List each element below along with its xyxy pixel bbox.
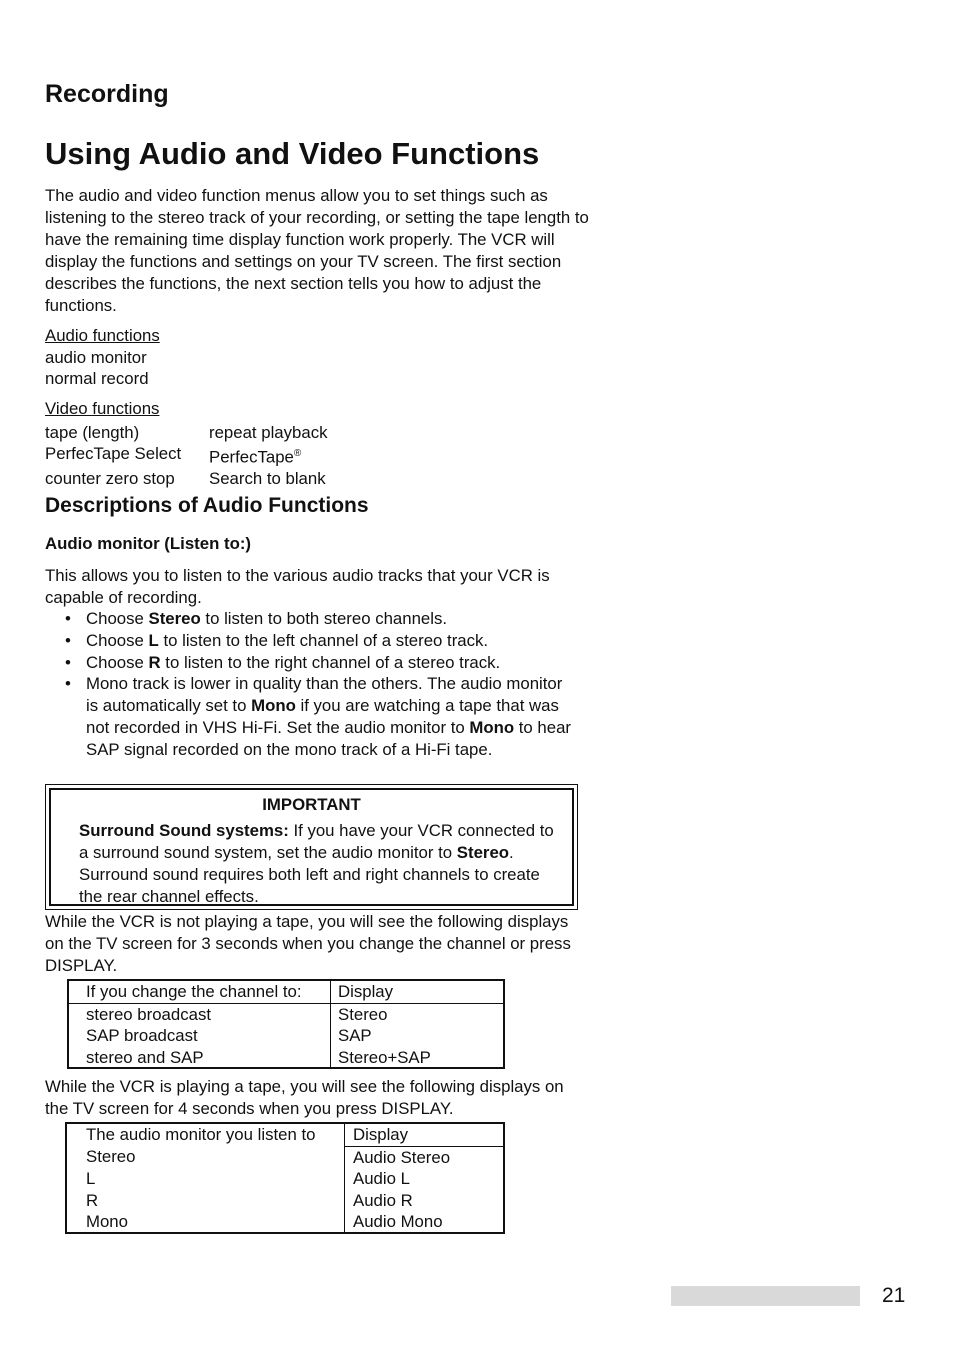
page-number: 21 xyxy=(882,1284,906,1307)
table-cell: Audio R xyxy=(353,1190,413,1210)
audio-function-item: audio monitor xyxy=(45,347,147,367)
bullet-glyph: • xyxy=(65,652,71,672)
playing-paragraph: While the VCR is playing a tape, you will see the following displays on the TV screen for 4 seconds when you press DISPLAY. xyxy=(45,1077,564,1118)
table-cell: SAP xyxy=(338,1026,372,1045)
audio-functions-heading: Audio functions xyxy=(45,326,160,345)
important-body: Surround Sound systems: If you have your VCR connected to a surround sound system, set the audio monitor to Stereo. Surround sound requires both left and right channels to create the rear channel effects. xyxy=(79,821,554,906)
not-playing-paragraph: While the VCR is not playing a tape, you will see the following displays on the TV screen for 3 seconds when you change the channel or press DISPLAY. xyxy=(45,912,571,975)
bullet-glyph: • xyxy=(65,609,71,628)
list-item: • Choose Stereo to listen to both stereo channels. xyxy=(65,609,448,628)
table-cell: Stereo xyxy=(338,1004,388,1024)
audio-functions-list xyxy=(45,325,160,390)
table-header-cell: Display xyxy=(345,1124,504,1146)
table-header-cell: If you change the channel to: xyxy=(69,981,331,1003)
video-function-item: tape (length) xyxy=(45,422,140,442)
audio-monitor-subheading: Audio monitor (Listen to:) xyxy=(45,534,251,553)
video-function-item: repeat playback xyxy=(209,422,328,442)
table-cell: Mono xyxy=(67,1211,345,1233)
table-cell: stereo and SAP xyxy=(69,1047,331,1069)
important-title: IMPORTANT xyxy=(262,795,361,814)
table-cell: Stereo xyxy=(67,1146,345,1168)
table-cell: R xyxy=(67,1190,345,1212)
video-functions-row xyxy=(45,468,327,490)
video-function-item: PerfecTape Select xyxy=(45,444,182,463)
monitor-display-table xyxy=(65,1122,505,1234)
video-functions-row xyxy=(45,422,327,444)
table-cell: L xyxy=(67,1168,345,1190)
table-header-row xyxy=(67,1124,503,1146)
intro-paragraph: The audio and video function menus allow you to set things such as listening to the stereo track of your recording, or setting the tape length to have the remaining time display function work properly. The VCR will display the functions and settings on your TV screen. The first section describes the functions, the next section tells you how to adjust the functions. xyxy=(45,186,589,315)
video-functions-list xyxy=(45,398,327,490)
table-row xyxy=(67,1146,503,1168)
registered-mark: ® xyxy=(293,448,302,459)
table-cell: Audio Mono xyxy=(353,1212,443,1231)
audio-monitor-intro: This allows you to listen to the various audio tracks that your VCR is capable of recording. xyxy=(45,566,550,607)
table-row xyxy=(67,1168,503,1190)
bullet-glyph: • xyxy=(65,630,71,650)
video-function-item: counter zero stop xyxy=(45,469,175,489)
list-item: • Choose R to listen to the right channel of a stereo track. xyxy=(65,652,501,672)
table-header-row xyxy=(69,981,503,1003)
list-item: • Choose L to listen to the left channel of a stereo track. xyxy=(65,630,489,650)
page-number-bar xyxy=(671,1286,860,1306)
descriptions-heading: Descriptions of Audio Functions xyxy=(45,494,369,517)
table-cell: Audio L xyxy=(353,1169,410,1188)
table-row xyxy=(69,1025,503,1047)
important-box xyxy=(45,784,578,910)
table-cell: SAP broadcast xyxy=(69,1025,331,1047)
table-cell: Stereo+SAP xyxy=(338,1047,431,1067)
table-row xyxy=(67,1190,503,1212)
video-functions-heading: Video functions xyxy=(45,399,160,418)
important-box-inner xyxy=(49,788,574,906)
page-title: Using Audio and Video Functions xyxy=(45,136,540,171)
table-header-cell: The audio monitor you listen to xyxy=(67,1124,345,1146)
video-function-item: Search to blank xyxy=(209,469,326,489)
table-row xyxy=(67,1211,503,1233)
audio-function-item: normal record xyxy=(45,369,149,388)
table-row xyxy=(69,1047,503,1069)
table-row xyxy=(69,1003,503,1025)
table-header-cell: Display xyxy=(331,981,504,1003)
list-item: • Mono track is lower in quality than the others. The audio monitor is automatically set to Mono if you are watching a tape that was not recorded in VHS Hi-Fi. Set the audio monitor to Mono to hear SAP signal recorded on the mono track of a Hi-Fi tape. xyxy=(65,674,572,759)
section-title: Recording xyxy=(45,80,169,108)
table-cell: stereo broadcast xyxy=(69,1003,331,1025)
bullet-glyph: • xyxy=(65,674,71,694)
video-functions-row xyxy=(45,443,327,468)
audio-monitor-bullets xyxy=(45,608,575,761)
table-cell: Audio Stereo xyxy=(353,1147,451,1167)
channel-display-table xyxy=(67,979,505,1069)
video-function-item: PerfecTape® xyxy=(209,447,302,467)
